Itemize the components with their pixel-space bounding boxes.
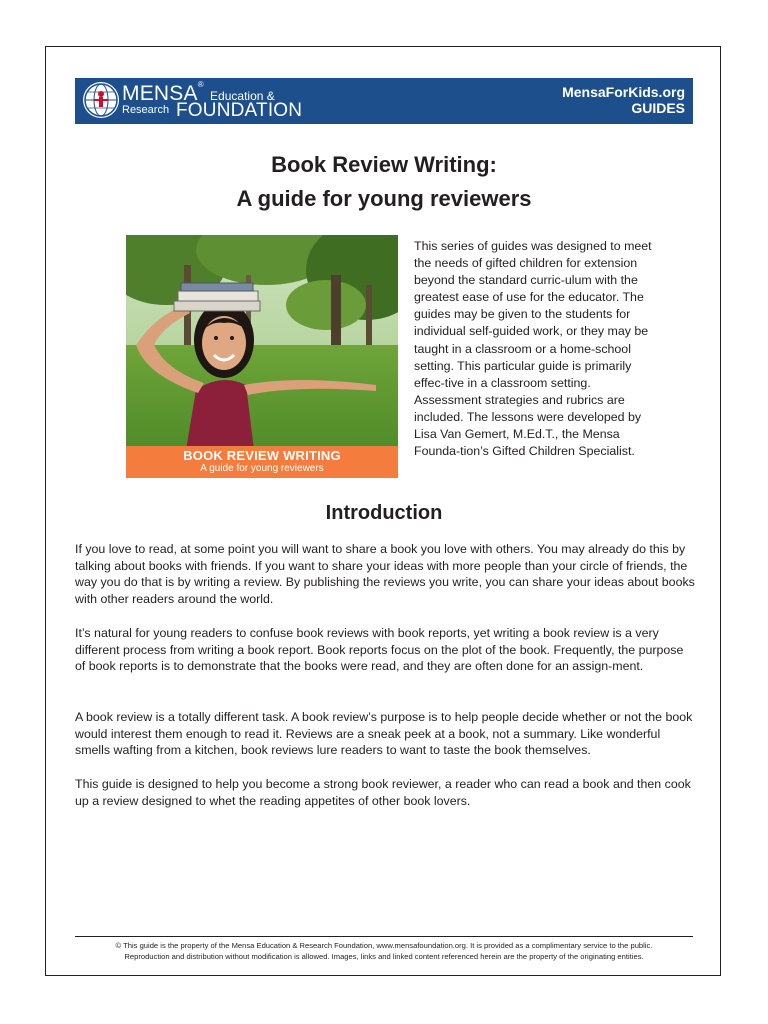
cover-title: BOOK REVIEW WRITING <box>183 448 341 463</box>
cover-image <box>126 235 398 478</box>
footer-line-2: Reproduction and distribution without modification is allowed. Images, links and linked content referenced herein are the property of the originating entities. <box>124 952 644 961</box>
intro-paragraph-1: If you love to read, at some point you will want to share a book you love with others. You may already do this by talking about books with friends. If you want to share your ideas with more people than your circle of friends, the way you do that is by writing a review. By publishing the reviews you write, you can share your ideas about books with other readers around the world. <box>75 542 695 607</box>
logo-education: Education & <box>210 89 275 103</box>
guide-description: This series of guides was designed to meet the needs of gifted children for extension beyond the standard curric-ulum with the greatest ease of use for the educator. The guides may be given to the students for individual self-guided work, or they may be taught in a classroom or a home-school setting. This particular guide is primarily effec-tive in a classroom setting. Assessment strategies and rubrics are included. The lessons were developed by Lisa Van Gemert, M.Ed.T., the Mensa Founda-tion’s Gifted Children Specialist. <box>414 239 652 459</box>
footer-divider <box>75 936 693 937</box>
logo-foundation: FOUNDATION <box>176 100 303 121</box>
intro-paragraph-4: This guide is designed to help you become a strong book reviewer, a reader who can read a book and then cook up a review designed to whet the reading appetites of other book lovers. <box>75 777 691 808</box>
site-link[interactable]: MensaForKids.org <box>562 84 685 100</box>
mensa-globe-logo-icon <box>83 82 119 118</box>
footer-copyright <box>75 940 693 962</box>
logo-research: Research <box>122 104 170 116</box>
page-title-line-1: Book Review Writing: <box>271 152 497 177</box>
cover-subtitle: A guide for young reviewers <box>200 463 324 474</box>
cover-caption <box>126 446 398 478</box>
introduction-heading: Introduction <box>325 502 443 524</box>
footer-line-1: © This guide is the property of the Mensa Education & Research Foundation, www.mensafoundation.org. It is provided as a complimentary service to the public. <box>115 941 653 950</box>
logo-mensa: MENSA <box>122 82 198 105</box>
intro-paragraph-3: A book review is a totally different task. A book review’s purpose is to help people decide whether or not the book would interest them enough to read it. Reviews are a sneak peek at a book, not a summary. Like wonderful smells wafting from a kitchen, book reviews lure readers to want to taste the book themselves. <box>75 710 693 758</box>
page-title-line-2: A guide for young reviewers <box>236 186 532 211</box>
logo-registered: ® <box>197 80 204 89</box>
mensaforkids-label <box>562 84 685 116</box>
guides-label: GUIDES <box>631 100 685 117</box>
header-banner <box>75 78 693 124</box>
intro-paragraph-2: It’s natural for young readers to confuse book reviews with book reports, yet writing a book review is a very different process from writing a book report. Book reports focus on the plot of the book. Frequently, the purpose of book reports is to demonstrate that the books were read, and they are often done for an assign-ment. <box>75 626 684 674</box>
mensa-foundation-logo[interactable] <box>122 80 303 121</box>
